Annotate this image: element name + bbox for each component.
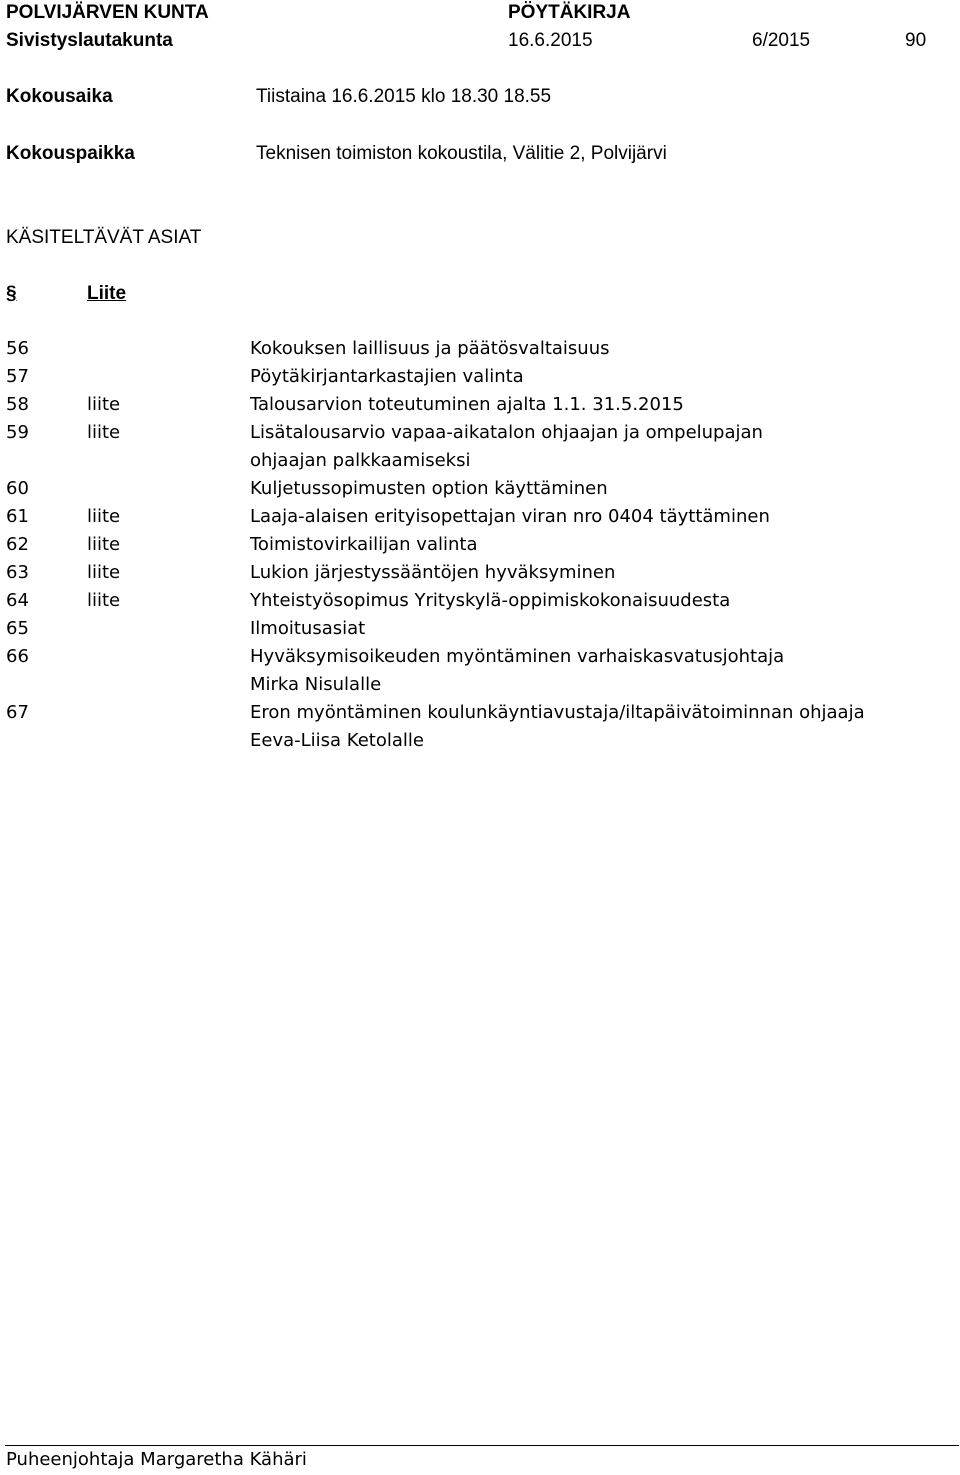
board-name: Sivistyslautakunta <box>6 30 173 51</box>
document-type: PÖYTÄKIRJA <box>508 2 631 23</box>
meeting-date: 16.6.2015 <box>508 30 593 51</box>
meeting-place-label: Kokouspaikka <box>6 143 135 164</box>
agenda-title: KÄSITELTÄVÄT ASIAT <box>6 227 202 248</box>
attachment-column-heading: Liite <box>87 283 127 304</box>
agenda-item-title: Kokouksen laillisuus ja päätösvaltaisuus <box>250 338 610 359</box>
agenda-item-title: Eeva-Liisa Ketolalle <box>250 730 424 751</box>
section-column-heading: § <box>6 283 17 304</box>
agenda-item-title: Hyväksymisoikeuden myöntäminen varhaiskasvatusjohtaja <box>250 646 785 667</box>
agenda-item-title: Mirka Nisulalle <box>250 674 382 695</box>
agenda-item-attachment: liite <box>87 562 121 583</box>
agenda-item-number: 59 <box>6 422 29 443</box>
agenda-item-number: 61 <box>6 506 29 527</box>
agenda-item-number: 64 <box>6 590 29 611</box>
meeting-time-value: Tiistaina 16.6.2015 klo 18.30 18.55 <box>256 86 552 107</box>
agenda-item-attachment: liite <box>87 394 121 415</box>
agenda-item-title: Pöytäkirjantarkastajien valinta <box>250 366 524 387</box>
agenda-item-title: Talousarvion toteutuminen ajalta 1.1. 31.5.2015 <box>250 394 684 415</box>
agenda-item-number: 60 <box>6 478 29 499</box>
agenda-item-number: 57 <box>6 366 29 387</box>
agenda-item-title: Lisätalousarvio vapaa-aikatalon ohjaajan ja ompelupajan <box>250 422 763 443</box>
meeting-number: 6/2015 <box>752 30 811 51</box>
agenda-item-attachment: liite <box>87 590 121 611</box>
meeting-place-value: Teknisen toimiston kokoustila, Välitie 2, Polvijärvi <box>256 143 667 164</box>
agenda-item-number: 66 <box>6 646 29 667</box>
chairperson-signature: Puheenjohtaja Margaretha Kähäri <box>6 1449 307 1470</box>
agenda-item-attachment: liite <box>87 422 121 443</box>
meeting-time-label: Kokousaika <box>6 86 113 107</box>
agenda-item-title: Toimistovirkailijan valinta <box>250 534 478 555</box>
agenda-item-title: Lukion järjestyssääntöjen hyväksyminen <box>250 562 616 583</box>
agenda-item-attachment: liite <box>87 534 121 555</box>
agenda-item-title: Yhteistyösopimus Yrityskylä-oppimiskokonaisuudesta <box>250 590 731 611</box>
agenda-item-title: Kuljetussopimusten option käyttäminen <box>250 478 608 499</box>
agenda-item-number: 67 <box>6 702 29 723</box>
agenda-item-title: ohjaajan palkkaamiseksi <box>250 450 471 471</box>
signature-line <box>5 1445 959 1446</box>
agenda-item-title: Eron myöntäminen koulunkäyntiavustaja/iltapäivätoiminnan ohjaaja <box>250 702 865 723</box>
agenda-item-number: 62 <box>6 534 29 555</box>
agenda-item-title: Laaja-alaisen erityisopettajan viran nro 0404 täyttäminen <box>250 506 770 527</box>
page-number: 90 <box>905 30 927 51</box>
agenda-item-attachment: liite <box>87 506 121 527</box>
agenda-item-number: 63 <box>6 562 29 583</box>
agenda-item-number: 58 <box>6 394 29 415</box>
municipality-name: POLVIJÄRVEN KUNTA <box>6 2 209 23</box>
agenda-item-number: 56 <box>6 338 29 359</box>
agenda-item-number: 65 <box>6 618 29 639</box>
agenda-item-title: Ilmoitusasiat <box>250 618 366 639</box>
